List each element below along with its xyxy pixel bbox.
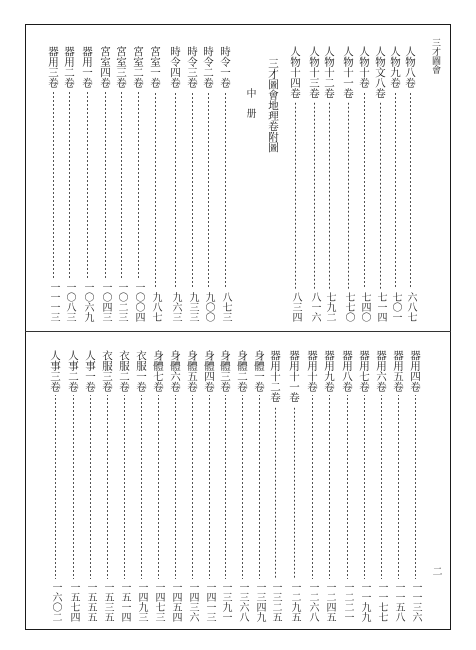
leader-dots [90,395,91,579]
toc-entry [218,350,232,622]
entry-label: 宮室四卷 [99,46,111,88]
entry-label: 器用六卷 [375,350,387,392]
entry-page-number: 一四一三 [204,582,215,622]
leader-dots [398,395,399,579]
entry-page-number: 一五七四 [68,582,79,622]
entry-page-number: 八一六 [309,292,320,322]
toc-entry [305,350,319,622]
toc-entry [408,350,422,622]
entry-label: 人事二卷 [67,350,79,392]
entry-label: 人事一卷 [84,350,96,392]
entry-label: 人物十卷 [358,46,370,88]
entry-label: 器用九卷 [323,350,335,392]
entry-label: 身體五卷 [186,350,198,392]
leader-dots [294,406,295,580]
toc-entry [117,350,131,622]
toc-entry [374,350,388,622]
toc-entry [98,46,112,322]
entry-page-number: 一一一三 [48,282,59,322]
leader-dots [348,102,349,290]
entry-label: 器用四卷 [409,350,421,392]
entry-page-number: 七七〇 [343,292,354,322]
entry-label: 人物十二卷 [323,46,335,99]
entry-page-number: 一二四五 [324,582,335,622]
leader-dots [121,91,122,279]
toc-entry [168,350,182,622]
leader-dots [124,395,125,579]
entry-page-number: 八七三 [220,292,231,322]
folio-number: 二 [430,566,441,576]
toc-entry [268,350,282,622]
leader-dots [55,395,56,579]
leader-dots [364,395,365,579]
entry-label: 身體七卷 [152,350,164,392]
toc-entry [46,46,60,322]
toc-entry [83,350,97,622]
entry-page-number: 一四九三 [136,582,147,622]
entry-label: 人物十三卷 [308,46,320,99]
leader-dots [175,91,176,289]
toc-entry [66,350,80,622]
entry-label: 身體六卷 [169,350,181,392]
toc-entry [151,350,165,622]
entry-label: 身體一卷 [253,350,265,392]
entry-page-number: 七九二 [324,292,335,322]
entry-page-number: 一一九九 [359,582,370,622]
entry-label: 宮室一卷 [149,46,161,88]
toc-entry [373,46,387,322]
entry-label: 人物十四卷 [289,46,301,99]
entry-label: 衣服三卷 [101,350,113,392]
entry-label: 身體四卷 [203,350,215,392]
entry-label: 宮室二卷 [132,46,144,88]
toc-entry [340,350,354,622]
entry-label: 身體三卷 [219,350,231,392]
toc-entry [307,46,321,322]
toc-entry [185,350,199,622]
toc-entry [252,350,266,622]
entry-label: 宮室三卷 [115,46,127,88]
entry-label: 器用三卷 [47,46,59,88]
leader-dots [141,395,142,579]
entry-page-number: 一〇四三 [100,282,111,322]
leader-dots [275,406,276,580]
entry-page-number: 一三二五 [270,582,281,622]
entry-label: 人物八卷 [404,46,416,88]
leader-dots [395,91,396,289]
leader-dots [138,91,139,279]
toc-entry [168,46,182,322]
leader-dots [259,395,260,579]
entry-page-number: 一一五八 [393,582,404,622]
entry-label: 時令四卷 [169,46,181,88]
entry-page-number: 八三四 [290,292,301,322]
entry-label: 器用二卷 [63,46,75,88]
entry-label: 衣服二卷 [118,350,130,392]
entry-label: 器用十一卷 [288,350,300,403]
entry-page-number: 一〇八三 [64,282,75,322]
entry-page-number: 七四〇 [359,292,370,322]
entry-page-number: 一一三六 [410,582,421,622]
leader-dots [175,395,176,579]
leader-dots [312,395,313,579]
toc-entry [322,350,336,622]
toc-entry [235,350,249,622]
leader-dots [192,395,193,579]
entry-page-number: 九八七 [150,292,161,322]
entry-page-number: 一三四九 [254,582,265,622]
entry-label: 人事三卷 [49,350,61,392]
entry-page-number: 一二二一 [342,582,353,622]
entry-page-number: 一二九五 [289,582,300,622]
entry-label: 衣服一卷 [135,350,147,392]
toc-entry [357,350,371,622]
entry-page-number: 七一四 [375,292,386,322]
leader-dots [415,395,416,579]
entry-page-number: 一五三五 [102,582,113,622]
entry-page-number: 一五五五 [85,582,96,622]
leader-dots [107,395,108,579]
toc-entry [201,46,215,322]
toc-entry [391,350,405,622]
entry-label: 人物九卷 [389,46,401,88]
leader-dots [329,395,330,579]
entry-label: 人物十一卷 [342,46,354,99]
leader-dots [347,395,348,579]
entry-page-number: 一三九一 [220,582,231,622]
leader-dots [380,102,381,290]
entry-label: 器用八卷 [341,350,353,392]
toc-entry [288,46,302,322]
toc-entry [388,46,402,322]
toc-entry [322,46,336,322]
entry-page-number: 一〇六九 [82,282,93,322]
toc-entry [357,46,371,322]
toc-entry [287,350,301,622]
leader-dots [208,91,209,289]
leader-dots [242,395,243,579]
leader-dots [410,91,411,289]
leader-dots [314,102,315,290]
leader-dots [381,395,382,579]
entry-page-number: 一二六八 [307,582,318,622]
toc-entry [114,46,128,322]
section-divider [25,331,451,332]
entry-label: 器用十二卷 [269,350,281,403]
toc-entry [48,350,62,622]
leader-dots [73,395,74,579]
entry-label: 器用七卷 [358,350,370,392]
leader-dots [295,102,296,290]
toc-entry [403,46,417,322]
entry-page-number: 九三三 [187,292,198,322]
leader-dots [364,91,365,289]
leader-dots [158,395,159,579]
entry-label: 器用一卷 [81,46,93,88]
section-title: 中 册 [244,88,255,118]
entry-label: 身體二卷 [236,350,248,392]
entry-page-number: 六八七 [405,292,416,322]
entry-page-number: 一三六八 [237,582,248,622]
toc-entry [131,46,145,322]
entry-page-number: 一五一四 [119,582,130,622]
appendix-title: 三才圖會地理卷附圖 [267,58,279,153]
toc-entry [100,350,114,622]
entry-page-number: 一四三六 [187,582,198,622]
leader-dots [155,91,156,289]
entry-label: 時令三卷 [186,46,198,88]
entry-page-number: 一六〇二 [50,582,61,622]
entry-page-number: 一一七七 [376,582,387,622]
entry-page-number: 九〇〇 [203,292,214,322]
leader-dots [87,91,88,279]
toc-entry [62,46,76,322]
leader-dots [69,91,70,279]
toc-entry [134,350,148,622]
entry-page-number: 一四五四 [170,582,181,622]
leader-dots [53,91,54,279]
leader-dots [225,91,226,289]
toc-entry [218,46,232,322]
toc-entry [148,46,162,322]
leader-dots [192,91,193,289]
running-header: 三才圖會 [430,38,440,74]
entry-page-number: 一〇二三 [116,282,127,322]
entry-label: 器用十卷 [306,350,318,392]
entry-page-number: 一〇〇四 [133,282,144,322]
entry-page-number: 七〇一 [390,292,401,322]
entry-label: 時令一卷 [219,46,231,88]
leader-dots [329,102,330,290]
toc-entry [202,350,216,622]
entry-label: 時令二卷 [202,46,214,88]
leader-dots [105,91,106,279]
entry-page-number: 九六三 [170,292,181,322]
toc-entry [80,46,94,322]
toc-entry [185,46,199,322]
leader-dots [225,395,226,579]
toc-entry [341,46,355,322]
entry-page-number: 一四七三 [153,582,164,622]
entry-label: 人物文八卷 [374,46,386,99]
leader-dots [209,395,210,579]
entry-label: 器用五卷 [392,350,404,392]
